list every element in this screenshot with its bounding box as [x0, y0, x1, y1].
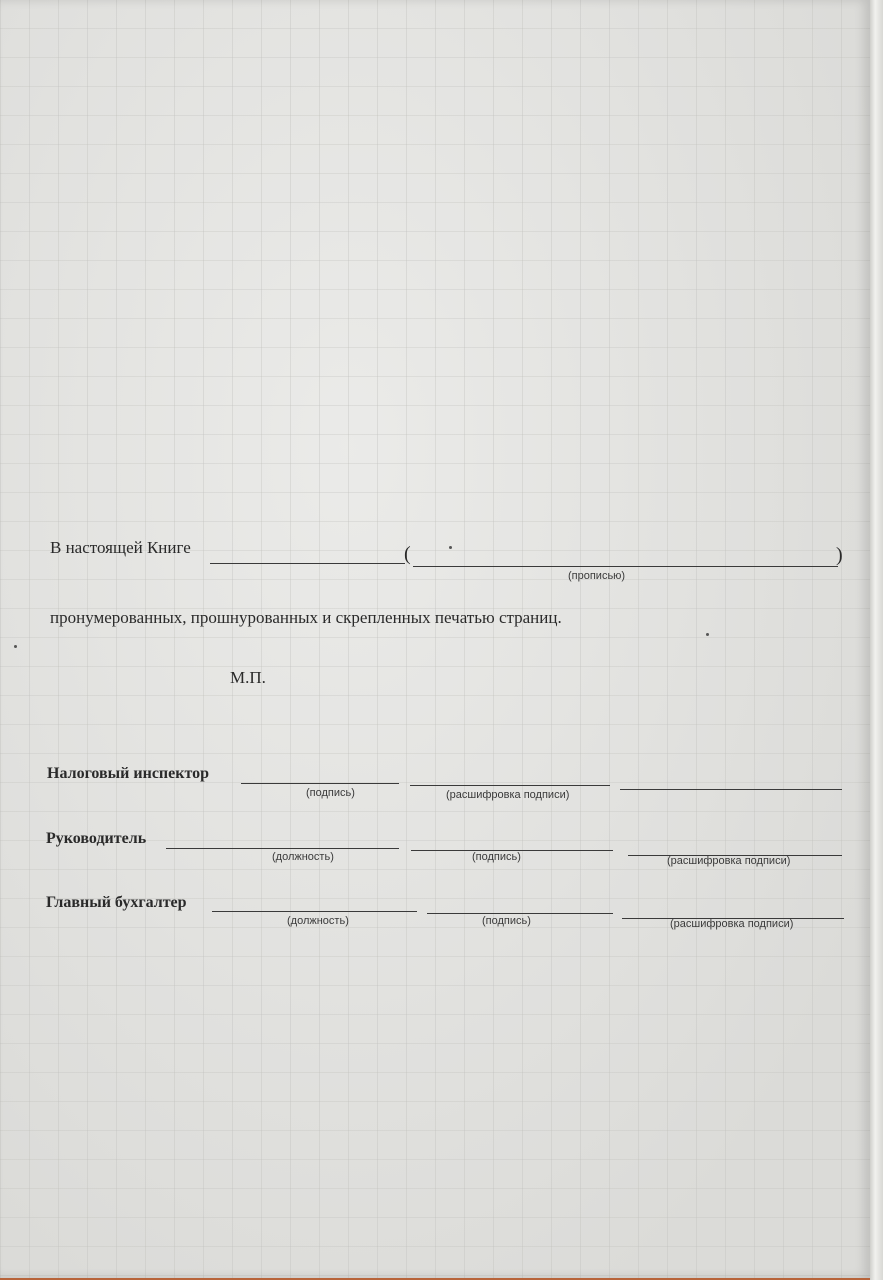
tax-inspector-label: Налоговый инспектор [47, 765, 210, 782]
chief-accountant-label: Главный бухгалтер [46, 894, 187, 911]
book-count-words-field[interactable] [413, 566, 838, 567]
paper-speck [14, 645, 17, 648]
tax-inspector-signature-field[interactable] [241, 783, 399, 784]
book-line-label: В настоящей Книге [50, 538, 191, 557]
head-decoding-caption: (расшифровка подписи) [667, 855, 791, 867]
tax-inspector-extra-field[interactable] [620, 789, 842, 790]
paper-speck [706, 633, 709, 636]
book-count-field[interactable] [210, 563, 405, 564]
chief-accountant-decoding-caption: (расшифровка подписи) [670, 918, 794, 930]
close-paren: ) [836, 544, 843, 566]
tax-inspector-decoding-caption: (расшифровка подписи) [446, 789, 570, 801]
chief-accountant-signature-caption: (подпись) [482, 915, 531, 927]
head-label: Руководитель [46, 830, 147, 847]
page-edge [870, 0, 883, 1280]
chief-accountant-position-caption: (должность) [287, 915, 349, 927]
stamp-place-label: М.П. [230, 668, 266, 687]
tax-inspector-signature-caption: (подпись) [306, 787, 355, 799]
head-signature-caption: (подпись) [472, 851, 521, 863]
tax-inspector-decoding-field[interactable] [410, 785, 610, 786]
in-words-caption: (прописью) [568, 570, 626, 582]
head-position-caption: (должность) [272, 851, 334, 863]
pages-statement: пронумерованных, прошнурованных и скрепленных печатью страниц. [50, 608, 562, 627]
chief-accountant-signature-field[interactable] [427, 913, 613, 914]
head-position-field[interactable] [166, 848, 399, 849]
paper-speck [449, 546, 452, 549]
open-paren: ( [404, 543, 411, 565]
chief-accountant-position-field[interactable] [212, 911, 417, 912]
